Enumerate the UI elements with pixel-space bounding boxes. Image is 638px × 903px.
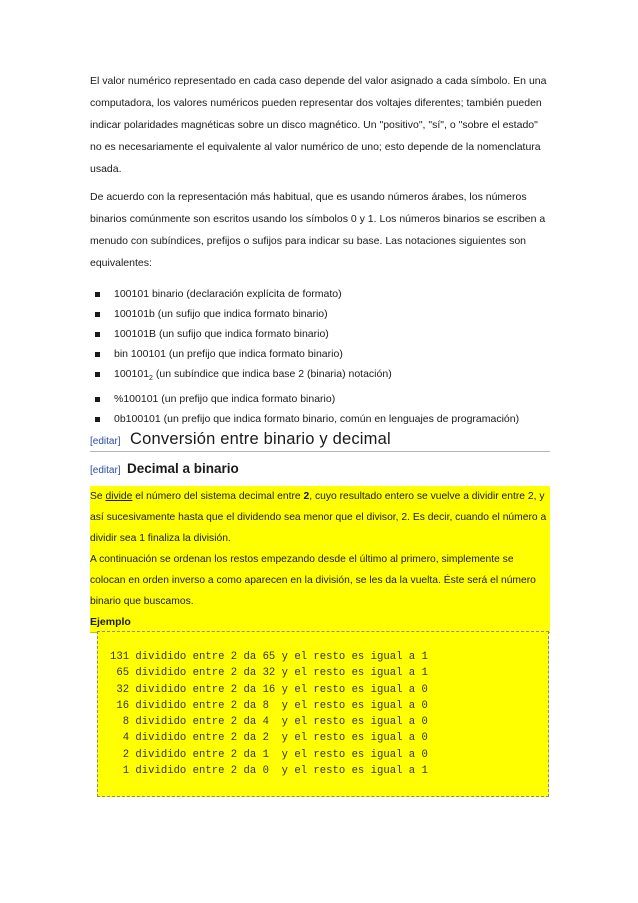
code-line: 1 dividido entre 2 da 0 y el resto es igual a 1 <box>110 765 428 778</box>
document-body <box>90 70 550 654</box>
code-line: 2 dividido entre 2 da 1 y el resto es igual a 0 <box>110 748 428 761</box>
code-line: 16 dividido entre 2 da 8 y el resto es igual a 0 <box>110 699 428 712</box>
subsection-title: Decimal a binario <box>127 461 239 477</box>
edit-link[interactable]: [editar] <box>90 465 121 477</box>
paragraph-notations: De acuerdo con la representación más habitual, que es usando números árabes, los números binarios comúnmente son escritos usando los símbolos 0 y 1. Los números binarios se escriben a menudo con subíndices, prefijos o sufijos para indicar su base. Las notaciones siguientes son equivalentes: <box>90 191 546 269</box>
code-line: 131 dividido entre 2 da 65 y el resto es igual a 1 <box>110 651 428 663</box>
paragraph-values: El valor numérico representado en cada caso depende del valor asignado a cada símbolo. En una computadora, los valores numéricos pueden representar dos voltajes diferentes; también pueden indicar polaridades magnéticas sobre un disco magnético. Un "positivo", "sí", o "sobre el estado" no es necesariamente el equivalente al valor numérico de uno; esto depende de la nomenclatura usada. <box>90 75 547 175</box>
code-line: 8 dividido entre 2 da 4 y el resto es igual a 0 <box>110 716 428 729</box>
list-item: bin 100101 (un prefijo que indica formato binario) <box>90 344 550 364</box>
list-item: 100101b (un sufijo que indica formato binario) <box>90 304 550 324</box>
method-paragraph-2: A continuación se ordenan los restos empezando desde el último al primero, simplemente se colocan en orden inverso a como aparecen en la división, se les da la vuelta. Éste será el número binario que buscamos. <box>90 554 536 608</box>
method-box <box>90 486 550 612</box>
list-item: 100101 binario (declaración explícita de formato) <box>90 284 550 304</box>
code-line: 65 dividido entre 2 da 32 y el resto es igual a 1 <box>110 667 428 680</box>
subsection-heading <box>90 458 550 482</box>
notation-list <box>90 284 550 429</box>
divide-link[interactable]: divide <box>105 491 133 503</box>
code-line: 4 dividido entre 2 da 2 y el resto es igual a 0 <box>110 732 428 745</box>
list-item: %100101 (un prefijo que indica formato binario) <box>90 389 550 409</box>
list-item: $100101_2$ (un subíndice que indica base 2 (binaria) notación) <box>90 364 550 389</box>
example-code-block <box>97 631 549 797</box>
example-label: Ejemplo <box>90 612 550 633</box>
list-item: 100101B (un sufijo que indica formato binario) <box>90 324 550 344</box>
method-paragraph: Se divide el número del sistema decimal entre 2, cuyo resultado entero se vuelve a dividir entre 2, y así sucesivamente hasta que el dividendo sea menor que el divisor, 2. Es decir, cuando el número a dividir sea 1 finaliza la división. <box>90 491 547 545</box>
edit-link[interactable]: [editar] <box>90 436 121 448</box>
section-heading <box>90 430 550 452</box>
code-line: 32 dividido entre 2 da 16 y el resto es igual a 0 <box>110 683 428 696</box>
list-item: 0b100101 (un prefijo que indica formato binario, común en lenguajes de programación) <box>90 409 550 429</box>
section-title: Conversión entre binario y decimal <box>130 430 391 449</box>
